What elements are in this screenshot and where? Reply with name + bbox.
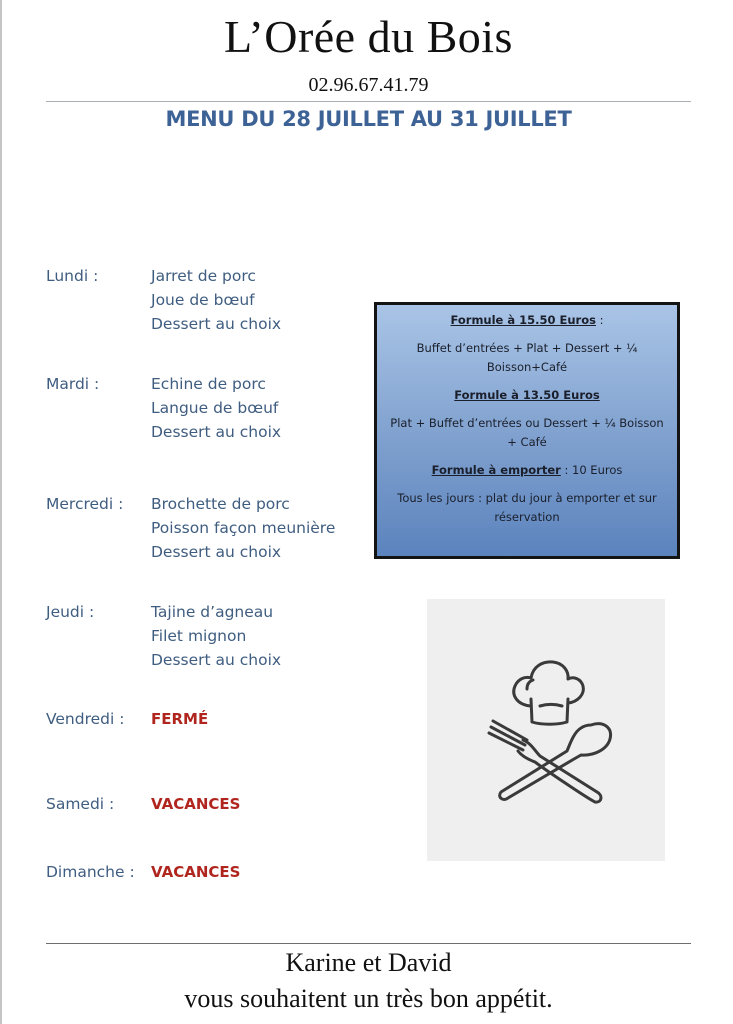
formula-1-title: Formule à 15.50 Euros [450,313,596,327]
dish-list [151,492,335,564]
formula-2-desc: Plat + Buffet d’entrées ou Dessert + ¼ Boisson + Café [390,416,664,449]
dish: Dessert au choix [151,315,282,333]
dish-list [151,860,240,884]
formula-3-suffix: : 10 Euros [560,463,623,477]
header-divider [46,101,691,102]
menu-title: MENU DU 28 JUILLET AU 31 JUILLET [165,107,572,131]
dish: Dessert au choix [151,423,282,441]
dish: Filet mignon [151,627,247,645]
dish: Joue de bœuf [151,291,255,309]
dish-list [151,264,281,336]
day-label: Samedi : [46,795,115,813]
formula-2-title: Formule à 13.50 Euros [454,388,600,402]
dish: Echine de porc [151,375,266,393]
closed-status: FERMÉ [151,710,209,728]
formula-3-title: Formule à emporter [431,463,561,477]
day-label: Lundi : [46,267,99,285]
day-label: Dimanche : [46,863,135,881]
dish: Poisson façon meunière [151,519,336,537]
formula-box [374,302,680,559]
dish: Langue de bœuf [151,399,279,417]
dish-list [151,707,208,731]
dish: Brochette de porc [151,495,290,513]
dish: Tajine d’agneau [151,603,274,621]
formula-3-desc: Tous les jours : plat du jour à emporter et sur réservation [397,491,657,524]
phone-number: 02.96.67.41.79 [308,74,429,96]
formula-2-heading [385,386,669,405]
formula-1-suffix: : [595,313,604,327]
footer-message: vous souhaitent un très bon appétit. [184,984,553,1013]
dish-list [151,372,281,444]
day-label: Mercredi : [46,495,124,513]
dish-list [151,600,281,672]
chef-hat-fork-spoon-icon [427,599,665,861]
day-label: Jeudi : [46,603,95,621]
day-label: Vendredi : [46,710,125,728]
footer-divider [46,943,691,944]
dish: Dessert au choix [151,651,282,669]
formula-3-heading [385,461,669,480]
formula-1-heading [385,311,669,330]
day-label: Mardi : [46,375,100,393]
chef-illustration [427,599,665,861]
dish: Jarret de porc [151,267,256,285]
formula-1-desc: Buffet d’entrées + Plat + Dessert + ¼ Boisson+Café [416,341,638,374]
vacation-status: VACANCES [151,863,241,881]
footer-signature: Karine et David [285,948,452,977]
dish-list [151,792,240,816]
dish: Dessert au choix [151,543,282,561]
restaurant-name: L’Orée du Bois [224,11,513,62]
vacation-status: VACANCES [151,795,241,813]
